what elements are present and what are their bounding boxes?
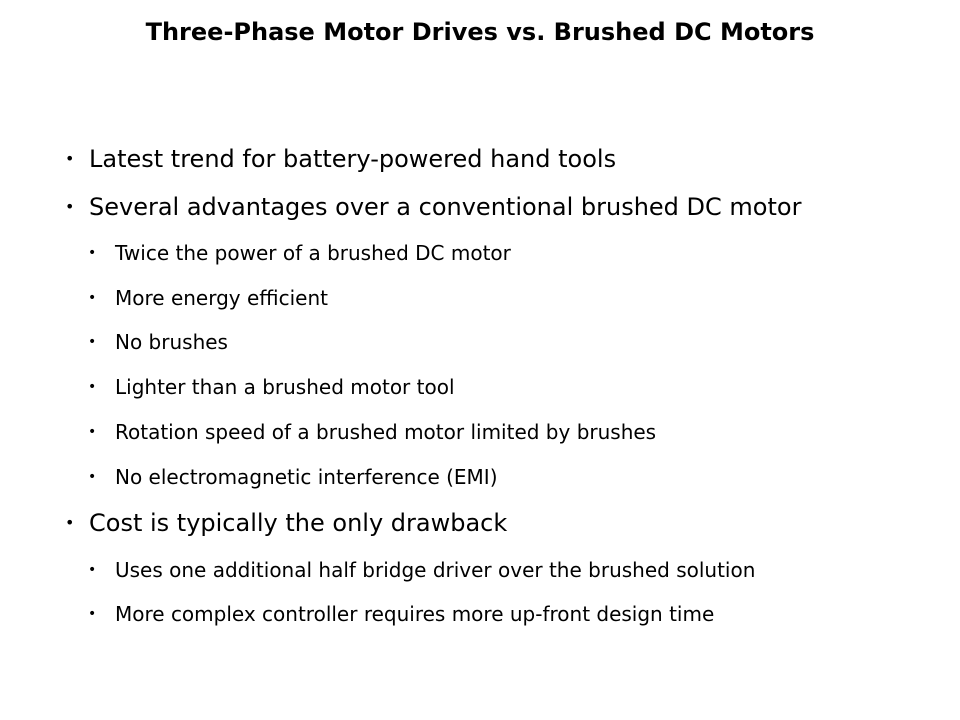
sub-bullet-icon: • (88, 334, 97, 350)
sub-bullet-text: Lighter than a brushed motor tool (115, 375, 455, 399)
sub-bullet-icon: • (88, 290, 97, 306)
sub-bullet-text: Rotation speed of a brushed motor limited by brushes (115, 420, 657, 444)
bullet-text: Cost is typically the only drawback (89, 509, 508, 537)
sub-bullet-item-no-brushes (88, 329, 228, 355)
bullet-icon: • (65, 197, 75, 216)
sub-bullet-item-no-emi (88, 464, 498, 490)
sub-bullet-item-half-bridge (88, 557, 756, 583)
bullet-text: Latest trend for battery-powered hand tools (89, 145, 617, 173)
sub-bullet-item-complex-controller (88, 601, 715, 627)
sub-bullet-text: No brushes (115, 330, 228, 354)
slide-title: Three-Phase Motor Drives vs. Brushed DC Motors (145, 18, 815, 46)
bullet-icon: • (65, 513, 75, 532)
sub-bullet-icon: • (88, 245, 97, 261)
sub-bullet-item-lighter (88, 374, 455, 400)
sub-bullet-item-twice-power (88, 240, 511, 266)
sub-bullet-text: More complex controller requires more up-front design time (115, 602, 715, 626)
sub-bullet-text: Uses one additional half bridge driver over the brushed solution (115, 558, 756, 582)
bullet-item-latest-trend (65, 144, 617, 174)
sub-bullet-icon: • (88, 424, 97, 440)
sub-bullet-item-rotation-speed (88, 419, 657, 445)
bullet-text: Several advantages over a conventional brushed DC motor (89, 193, 802, 221)
sub-bullet-icon: • (88, 469, 97, 485)
sub-bullet-text: No electromagnetic interference (EMI) (115, 465, 498, 489)
sub-bullet-icon: • (88, 606, 97, 622)
sub-bullet-item-energy-efficient (88, 285, 328, 311)
sub-bullet-text: Twice the power of a brushed DC motor (115, 241, 511, 265)
sub-bullet-icon: • (88, 562, 97, 578)
bullet-item-advantages (65, 192, 802, 222)
sub-bullet-text: More energy efficient (115, 286, 328, 310)
bullet-item-cost (65, 508, 508, 538)
bullet-icon: • (65, 149, 75, 168)
sub-bullet-icon: • (88, 379, 97, 395)
